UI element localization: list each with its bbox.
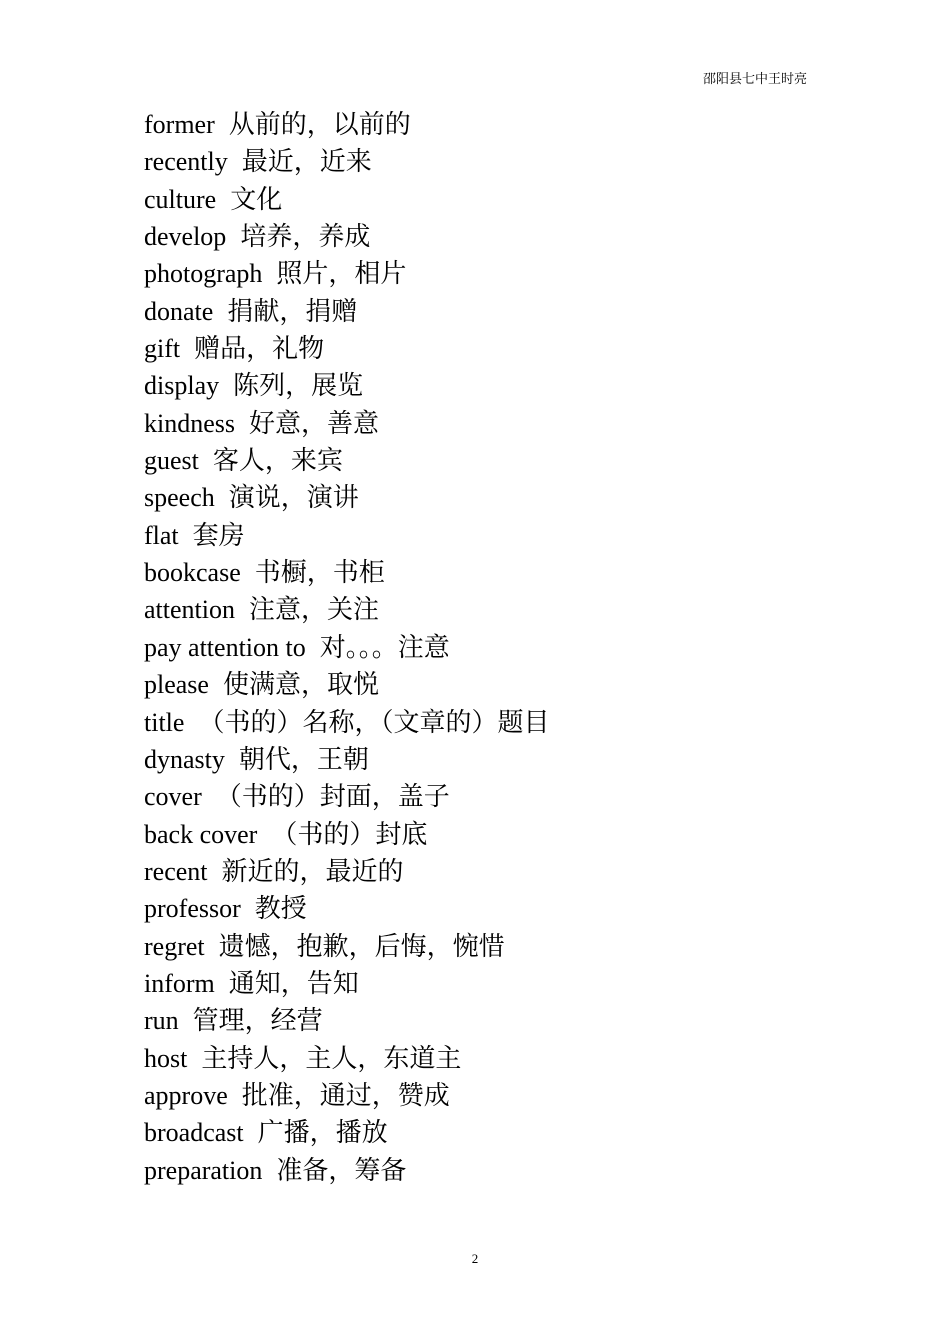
- vocabulary-list: [144, 106, 549, 1189]
- vocab-term: display: [144, 371, 220, 401]
- vocab-meaning: （书的）封面，盖子: [215, 782, 450, 812]
- vocab-item: [144, 591, 549, 628]
- vocab-meaning: 批准，通过，赞成: [241, 1080, 450, 1110]
- vocab-term: bookcase: [144, 558, 241, 588]
- vocab-item: [144, 965, 549, 1002]
- vocab-meaning: 朝代，王朝: [238, 744, 369, 774]
- vocab-meaning: （书的）名称，（文章的）题目: [198, 707, 550, 737]
- vocab-meaning: 准备，筹备: [276, 1155, 407, 1185]
- vocab-item: [144, 1077, 549, 1114]
- vocab-item: [144, 666, 549, 703]
- vocab-term: please: [144, 670, 209, 700]
- vocab-item: [144, 890, 549, 927]
- vocab-term: approve: [144, 1080, 228, 1110]
- vocab-term: host: [144, 1043, 188, 1073]
- vocab-item: [144, 1002, 549, 1039]
- vocab-meaning: 最近，近来: [241, 147, 372, 177]
- vocab-item: [144, 1114, 549, 1151]
- vocab-item: [144, 1040, 549, 1077]
- vocab-term: back cover: [144, 819, 258, 849]
- vocab-meaning: 客人，来宾: [212, 446, 343, 476]
- vocab-term: photograph: [144, 259, 263, 289]
- vocab-item: [144, 181, 549, 218]
- vocab-term: develop: [144, 222, 227, 252]
- vocab-item: [144, 442, 549, 479]
- vocab-meaning: 广播，播放: [257, 1118, 388, 1148]
- vocab-meaning: 对。。。注意: [319, 632, 450, 662]
- vocab-meaning: 培养，养成: [240, 222, 371, 252]
- vocab-term: run: [144, 1006, 179, 1036]
- vocab-meaning: （书的）封底: [271, 819, 428, 849]
- vocab-term: attention: [144, 595, 235, 625]
- vocab-item: [144, 293, 549, 330]
- vocab-meaning: 遗憾，抱歉，后悔，惋惜: [218, 931, 505, 961]
- vocab-term: broadcast: [144, 1118, 244, 1148]
- vocab-meaning: 从前的，以前的: [228, 110, 411, 139]
- vocab-meaning: 书橱，书柜: [254, 558, 385, 588]
- vocab-item: [144, 629, 549, 666]
- vocab-meaning: 新近的，最近的: [221, 856, 404, 886]
- vocab-meaning: 文化: [230, 184, 283, 214]
- vocab-term: kindness: [144, 408, 235, 438]
- vocab-term: preparation: [144, 1155, 263, 1185]
- vocab-term: guest: [144, 446, 199, 476]
- vocab-item: [144, 143, 549, 180]
- vocab-meaning: 通知，告知: [228, 968, 359, 998]
- vocab-term: recent: [144, 856, 208, 886]
- vocab-meaning: 陈列，展览: [233, 371, 364, 401]
- vocab-term: cover: [144, 782, 202, 812]
- vocab-term: pay attention to: [144, 632, 306, 662]
- vocab-item: [144, 853, 549, 890]
- vocab-item: [144, 778, 549, 815]
- vocab-meaning: 教授: [254, 894, 307, 924]
- vocab-item: [144, 1152, 549, 1189]
- vocab-meaning: 捐献，捐赠: [227, 296, 358, 326]
- vocab-meaning: 好意，善意: [249, 408, 380, 438]
- vocab-item: [144, 330, 549, 367]
- vocab-item: [144, 741, 549, 778]
- page-header: 邵阳县七中王时亮: [702, 71, 807, 86]
- vocab-term: former: [144, 110, 215, 139]
- vocab-meaning: 演说，演讲: [228, 483, 359, 513]
- vocab-term: flat: [144, 520, 179, 550]
- vocab-term: donate: [144, 296, 214, 326]
- vocab-meaning: 主持人，主人，东道主: [201, 1043, 462, 1073]
- vocab-term: gift: [144, 334, 181, 364]
- vocab-term: professor: [144, 894, 241, 924]
- vocab-meaning: 套房: [192, 520, 245, 550]
- vocab-meaning: 赠品，礼物: [194, 334, 325, 364]
- vocab-item: [144, 218, 549, 255]
- vocab-item: [144, 816, 549, 853]
- vocab-item: [144, 367, 549, 404]
- vocab-term: recently: [144, 147, 228, 177]
- vocab-term: regret: [144, 931, 205, 961]
- vocab-term: culture: [144, 184, 217, 214]
- vocab-term: title: [144, 707, 185, 737]
- vocab-item: [144, 517, 549, 554]
- page-number: 2: [471, 1251, 479, 1266]
- vocab-item: [144, 479, 549, 516]
- vocab-term: dynasty: [144, 744, 225, 774]
- vocab-item: [144, 554, 549, 591]
- vocab-meaning: 管理，经营: [192, 1006, 323, 1036]
- vocab-item: [144, 405, 549, 442]
- vocab-meaning: 注意，关注: [248, 595, 379, 625]
- vocab-item: [144, 255, 549, 292]
- vocab-item: [144, 704, 549, 741]
- vocab-meaning: 使满意，取悦: [222, 670, 379, 700]
- vocab-term: inform: [144, 968, 215, 998]
- vocab-item: [144, 928, 549, 965]
- vocab-term: speech: [144, 483, 215, 513]
- vocab-meaning: 照片，相片: [276, 259, 407, 289]
- vocab-item: [144, 106, 549, 143]
